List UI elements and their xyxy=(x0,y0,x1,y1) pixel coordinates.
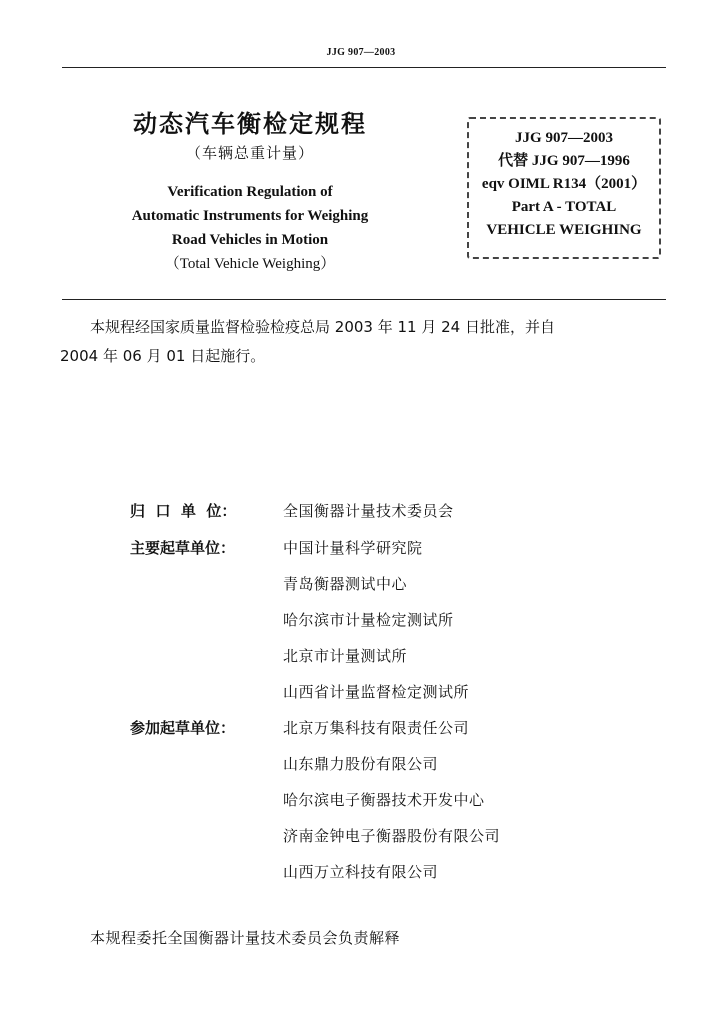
unit-name: 中国计量科学研究院 xyxy=(283,539,423,557)
unit-row xyxy=(0,717,722,751)
standard-stamp-box xyxy=(467,117,661,259)
title-english-line: Road Vehicles in Motion xyxy=(171,232,329,248)
unit-name: 哈尔滨市计量检定测试所 xyxy=(283,611,454,629)
stamp-line: eqv OIML R134（2001） xyxy=(481,176,647,192)
stamp-line: VEHICLE WEIGHING xyxy=(486,222,642,238)
unit-name: 山东鼎力股份有限公司 xyxy=(283,755,439,773)
title-chinese: 动态汽车衡检定规程 xyxy=(133,110,367,138)
unit-row xyxy=(0,573,722,607)
unit-name: 山西省计量监督检定测试所 xyxy=(283,683,470,701)
unit-name: 山西万立科技有限公司 xyxy=(283,863,439,881)
unit-row xyxy=(0,681,722,715)
stamp-line: 代替 JJG 907—1996 xyxy=(498,153,630,169)
unit-name: 哈尔滨电子衡器技术开发中心 xyxy=(283,791,485,809)
title-english xyxy=(90,180,410,252)
unit-name: 北京市计量测试所 xyxy=(283,647,408,665)
unit-name: 全国衡器计量技术委员会 xyxy=(283,502,454,520)
title-english-line: Automatic Instruments for Weighing xyxy=(131,208,369,224)
title-block xyxy=(90,108,410,275)
title-rule xyxy=(62,299,666,300)
approval-line: 本规程经国家质量监督检验检疫总局 2003 年 11 月 24 日批准，并自 xyxy=(90,318,555,336)
unit-row xyxy=(0,537,722,571)
unit-name: 济南金钟电子衡器股份有限公司 xyxy=(283,827,501,845)
unit-name: 青岛衡器测试中心 xyxy=(283,575,408,593)
subtitle-english: （Total Vehicle Weighing） xyxy=(164,256,336,272)
unit-row xyxy=(0,861,722,895)
document-code-header: JJG 907—2003 xyxy=(326,47,396,58)
title-english-line: Verification Regulation of xyxy=(167,184,333,200)
unit-row xyxy=(0,789,722,823)
unit-name: 北京万集科技有限责任公司 xyxy=(283,719,470,737)
subtitle-chinese: （车辆总重计量） xyxy=(185,144,314,162)
approval-paragraph xyxy=(60,313,670,371)
unit-row xyxy=(0,609,722,643)
unit-label: 主要起草单位： xyxy=(130,539,236,557)
unit-row xyxy=(0,753,722,787)
approval-line: 2004 年 06 月 01 日起施行。 xyxy=(60,347,266,365)
unit-row xyxy=(0,500,722,534)
header-rule xyxy=(62,67,666,68)
unit-row xyxy=(0,825,722,859)
interpretation-note: 本规程委托全国衡器计量技术委员会负责解释 xyxy=(90,929,401,947)
unit-row xyxy=(0,645,722,679)
stamp-line: JJG 907—2003 xyxy=(515,130,613,146)
unit-label: 归 口 单 位： xyxy=(130,502,237,520)
stamp-line: Part A - TOTAL xyxy=(511,199,617,215)
unit-label: 参加起草单位： xyxy=(130,719,236,737)
